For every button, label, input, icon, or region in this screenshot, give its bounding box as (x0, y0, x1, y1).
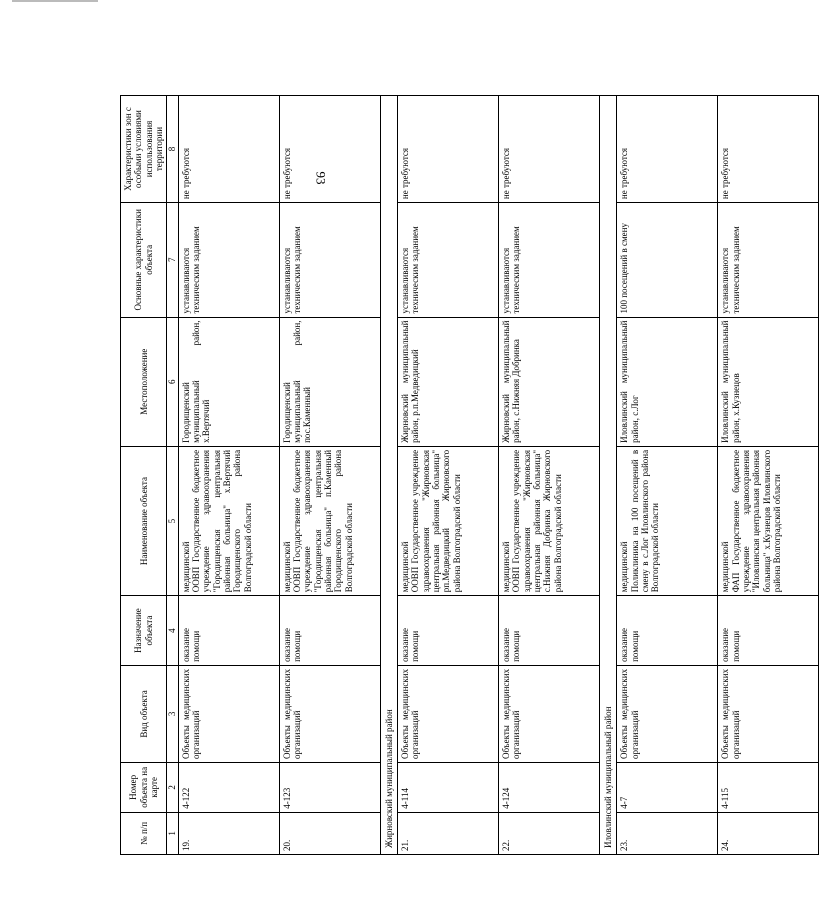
object-name: медицинской ООВП Государственное учреждение здравоохранения "Жирновская центральная районная больница" рп.Медведицкий Жирновского района Волгоградской области (398, 446, 499, 595)
column-number: 5 (167, 446, 178, 595)
object-location: Городищенский муниципальный район, пос.Каменный (279, 317, 380, 446)
zone-characteristics: не требуются (617, 96, 718, 203)
table-row (499, 96, 600, 855)
map-number: 4-123 (279, 762, 380, 812)
object-kind: Объекты медицинских организаций (279, 665, 380, 762)
column-number: 8 (167, 96, 178, 203)
column-number: 7 (167, 203, 178, 317)
object-characteristics: устанавливаются техническим заданием (499, 203, 600, 317)
zone-characteristics: не требуются (178, 96, 279, 203)
header-cell: Назначение объекта (121, 596, 167, 666)
column-number: 3 (167, 665, 178, 762)
object-kind: Объекты медицинских организаций (718, 665, 819, 762)
header-cell: Наименование объекта (121, 446, 167, 595)
page-number: 93 (313, 171, 328, 185)
object-purpose: оказание помощи (499, 596, 600, 666)
row-number: 24. (718, 812, 819, 854)
object-location: Жирновский муниципальный район, р.п.Медведицкий (398, 317, 499, 446)
object-purpose: оказание помощи (178, 596, 279, 666)
object-name: медицинской ООВП Государственное учреждение здравоохранения "Жирновская центральная районная больница" с.Нижняя Добринка Жирновского района Волгоградской области (499, 446, 600, 595)
header-cell: Вид объекта (121, 665, 167, 762)
header-cell: Номер объекта на карте (121, 762, 167, 812)
objects-table (120, 95, 819, 855)
object-purpose: оказание помощи (279, 596, 380, 666)
header-cell: № п/п (121, 812, 167, 854)
section-title-row (600, 96, 617, 855)
purpose-tail: медицинской (619, 541, 630, 593)
map-number: 4-115 (718, 762, 819, 812)
map-number: 4-124 (499, 762, 600, 812)
table-row (718, 96, 819, 855)
header-cell: Характеристики зон с особыми условиями использования территории (121, 96, 167, 203)
table-row (279, 96, 380, 855)
section-title: Жирновский муниципальный район (380, 96, 397, 855)
top-rule (12, 0, 98, 2)
column-number: 2 (167, 762, 178, 812)
object-purpose: оказание помощи (617, 596, 718, 666)
object-name: медицинской ООВП Государственное бюджетное учреждение здравоохранения "Городищенская центральная районная больница" п.Каменный Городищенского района Волгоградской области (279, 446, 380, 595)
header-row (121, 96, 167, 855)
section-title-row (380, 96, 397, 855)
object-location: Иловлинский муниципальный район, с.Лог (617, 317, 718, 446)
object-location: Иловлинский муниципальный район, х.Кузнецов (718, 317, 819, 446)
table-container (120, 95, 783, 855)
object-location: Жирновский муниципальный район, с.Нижняя Добринка (499, 317, 600, 446)
object-name: медицинской ФАП Государственное бюджетное учреждение здравоохранения "Иловлинская центральная районная больница" х.Кузнецов Иловлинского района Волгоградской области (718, 446, 819, 595)
row-number: 20. (279, 812, 380, 854)
map-number: 4-114 (398, 762, 499, 812)
object-characteristics: устанавливаются техническим заданием (279, 203, 380, 317)
object-kind: Объекты медицинских организаций (178, 665, 279, 762)
purpose-tail: медицинской (720, 541, 731, 593)
column-number: 4 (167, 596, 178, 666)
purpose-tail: медицинской (281, 541, 292, 593)
row-number: 23. (617, 812, 718, 854)
object-kind: Объекты медицинских организаций (499, 665, 600, 762)
purpose-tail: медицинской (400, 541, 411, 593)
object-kind: Объекты медицинских организаций (398, 665, 499, 762)
section-title: Иловлинский муниципальный район (600, 96, 617, 855)
table-row (617, 96, 718, 855)
purpose-tail: медицинской (180, 541, 191, 593)
table-row (398, 96, 499, 855)
column-number: 6 (167, 317, 178, 446)
row-number: 21. (398, 812, 499, 854)
object-purpose: оказание помощи (398, 596, 499, 666)
purpose-tail: медицинской (501, 541, 512, 593)
column-number-row (167, 96, 178, 855)
table-row (178, 96, 279, 855)
header-cell: Основные характеристики объекта (121, 203, 167, 317)
header-cell: Местоположение (121, 317, 167, 446)
object-location: Городищенский муниципальный район, х.Вертячий (178, 317, 279, 446)
object-characteristics: устанавливаются техническим заданием (398, 203, 499, 317)
zone-characteristics: не требуются (398, 96, 499, 203)
row-number: 19. (178, 812, 279, 854)
column-number: 1 (167, 812, 178, 854)
object-characteristics: 100 посещений в смену (617, 203, 718, 317)
object-kind: Объекты медицинских организаций (617, 665, 718, 762)
object-name: медицинской ООВП Государственное бюджетное учреждение здравоохранения "Городищенская центральная районная больница" х.Вертячий Городищенского района Волгоградской области (178, 446, 279, 595)
object-characteristics: устанавливаются техническим заданием (178, 203, 279, 317)
row-number: 22. (499, 812, 600, 854)
object-characteristics: устанавливаются техническим заданием (718, 203, 819, 317)
object-name: медицинской Поликлиника на 100 посещений в смену в с.Лог Иловлинского района Волгоградской области (617, 446, 718, 595)
zone-characteristics: не требуются (718, 96, 819, 203)
map-number: 4-7 (617, 762, 718, 812)
map-number: 4-122 (178, 762, 279, 812)
zone-characteristics: не требуются (279, 96, 380, 203)
zone-characteristics: не требуются (499, 96, 600, 203)
object-purpose: оказание помощи (718, 596, 819, 666)
